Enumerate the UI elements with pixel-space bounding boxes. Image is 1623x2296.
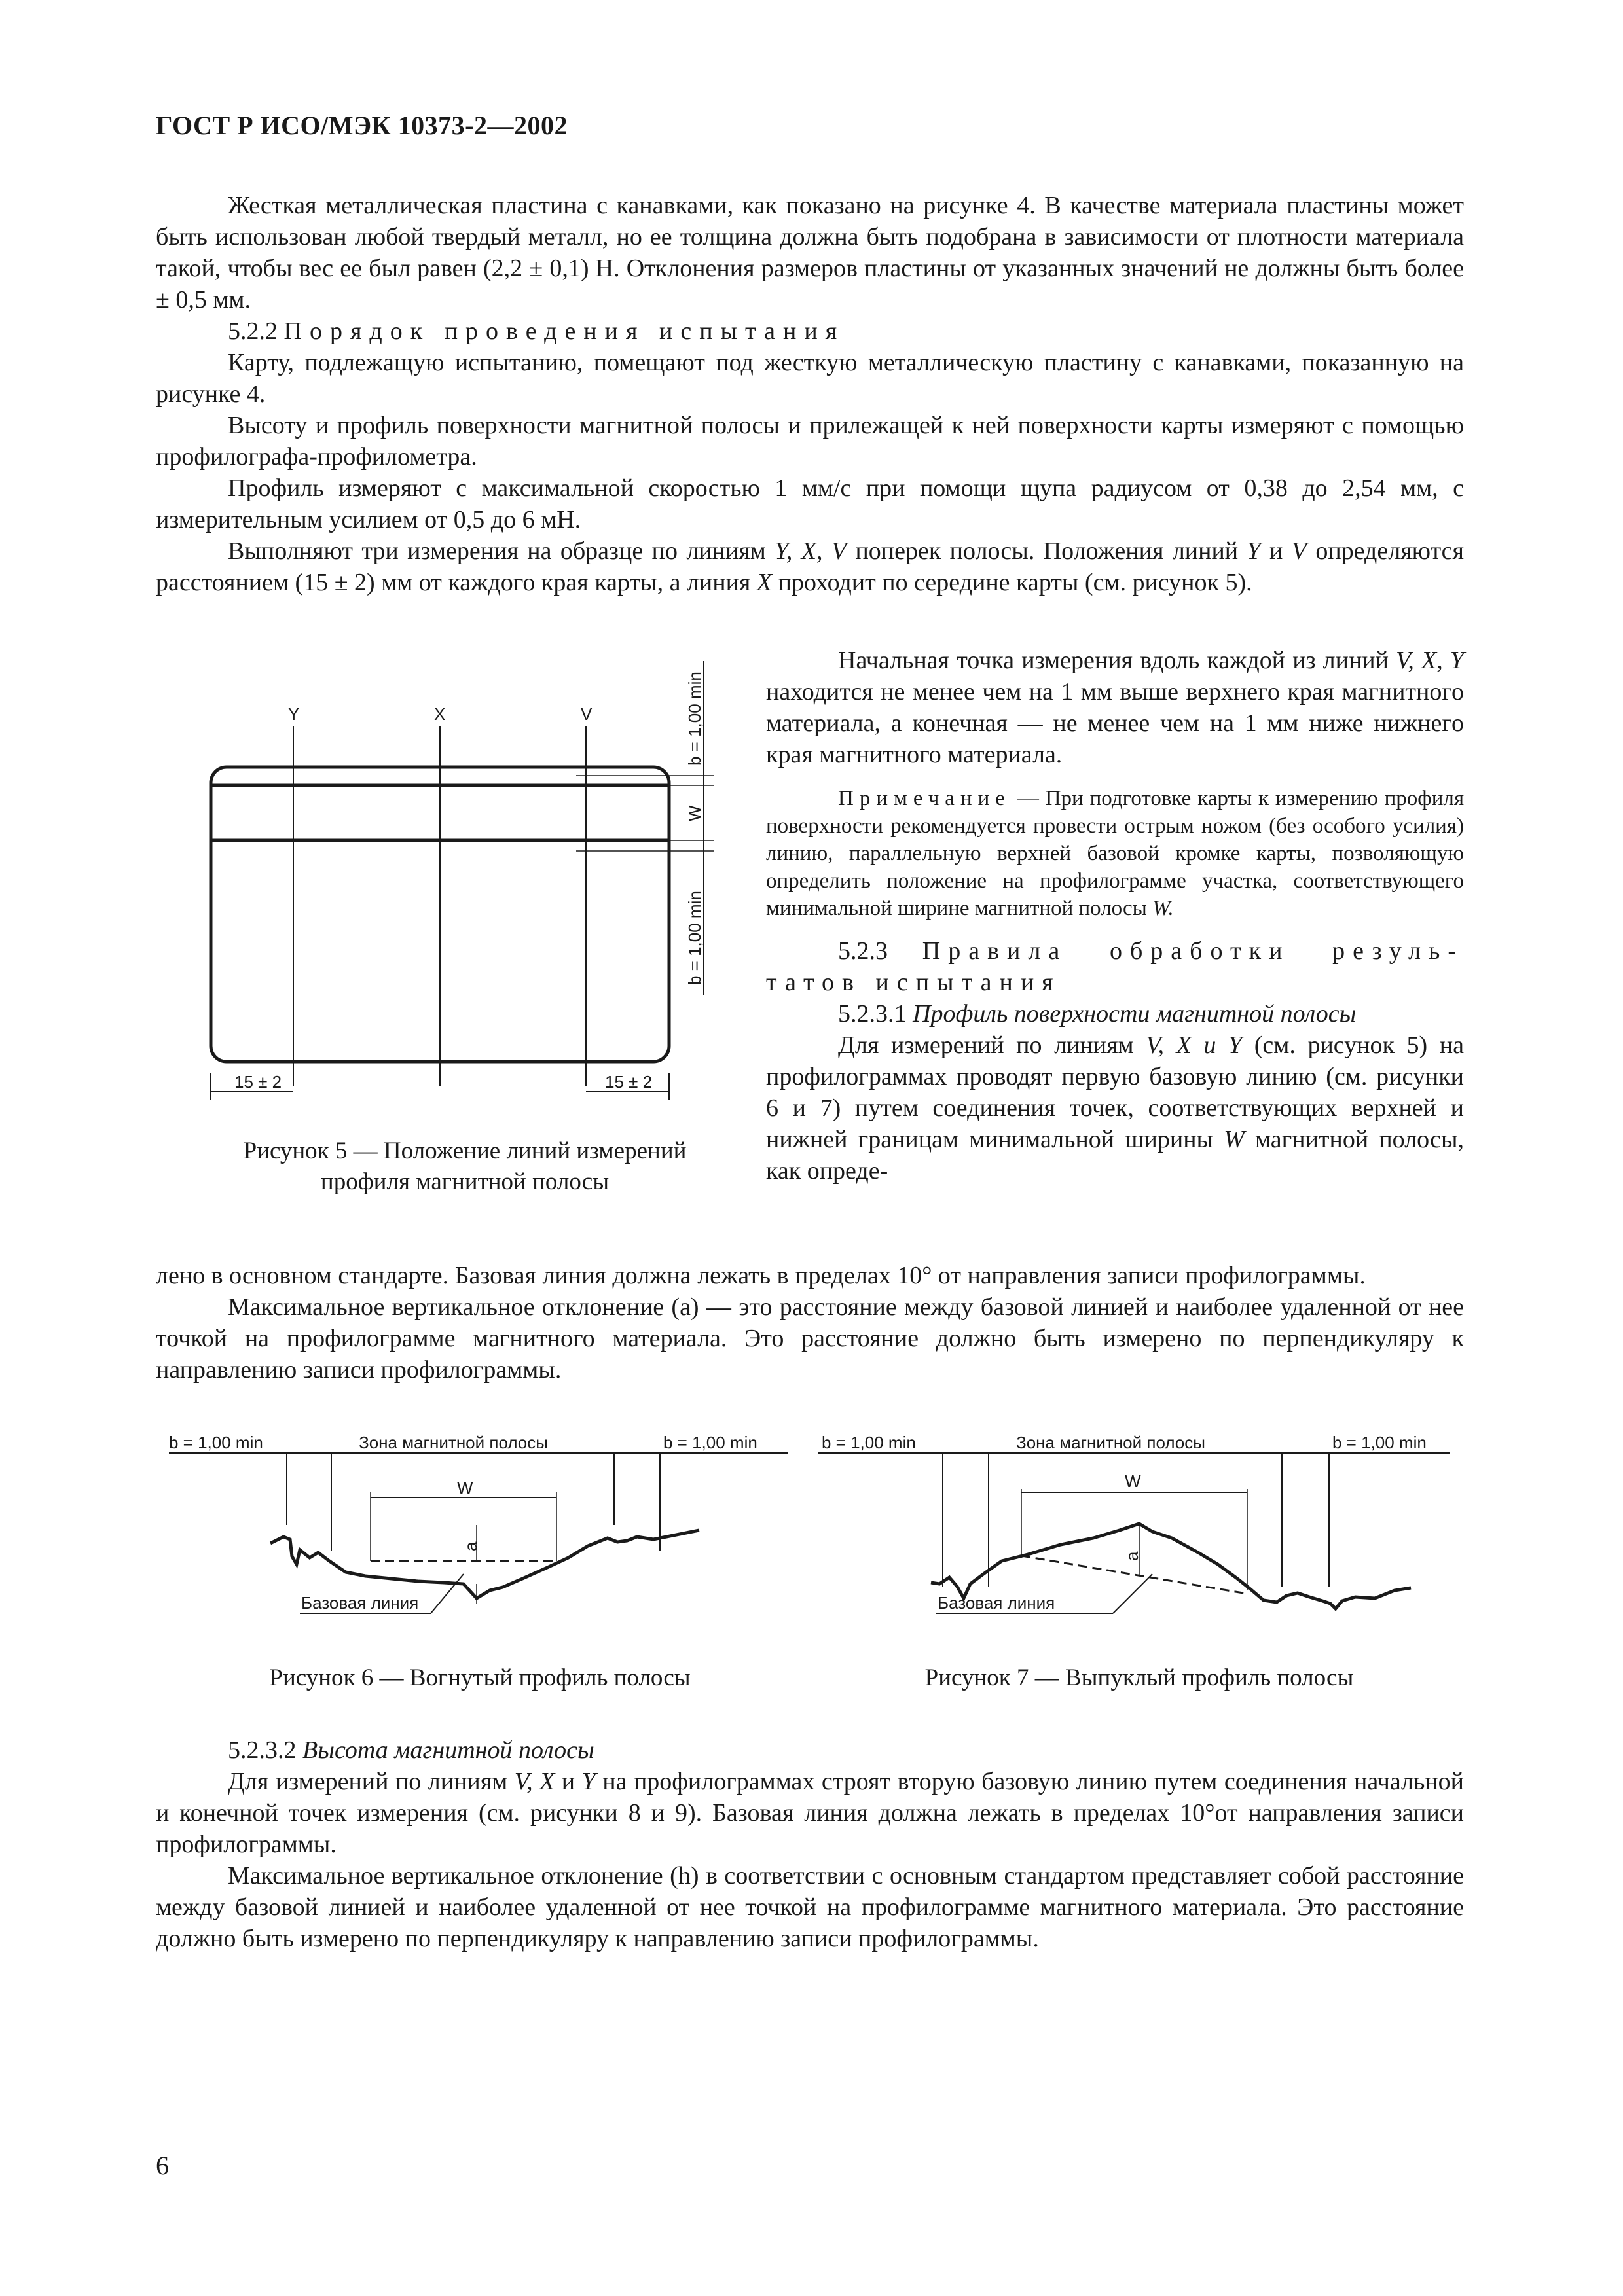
leader-line [431, 1574, 464, 1613]
section-5-2-3-1-heading [766, 998, 1464, 1030]
text-run-italic: W. [1152, 897, 1174, 920]
zone-label: Зона магнитной полосы [359, 1433, 548, 1452]
section-number: 5.2.2 [228, 317, 278, 345]
b-right-label: b = 1,00 min [663, 1433, 757, 1452]
figure-7-drawing [812, 1427, 1467, 1636]
speed-paragraph: Профиль измеряют с максимальной скоростью 1 мм/с при помощи щупа радиусом от 0,38 до 2,54 мм, с измерительным усилием от 0,5 до 6 мН. [156, 475, 1464, 533]
text-run-italic: V [1291, 537, 1307, 565]
note-label: Примечание [838, 787, 1011, 810]
label-x: X [434, 704, 446, 724]
note-paragraph [766, 785, 1464, 922]
intro-block [156, 190, 1464, 598]
text-run: Для измерений по линиям [838, 1031, 1146, 1059]
a-label: a [461, 1541, 481, 1551]
b-top-label: b = 1,00 min [685, 672, 704, 766]
dim-right-label: 15 ± 2 [605, 1072, 653, 1092]
section-5-2-3-2-block [156, 1734, 1464, 1954]
section-5-2-3-heading-cont: татов испытания [766, 969, 1061, 996]
text-run-italic: V, X, Y [1396, 647, 1464, 674]
page-number: 6 [156, 2151, 169, 2180]
text-run-italic: Y, X, V [775, 537, 847, 565]
height-paragraph: Высоту и профиль поверхности магнитной полосы и прилежащей к ней поверхности карты измеряют с помощью профилографа-профилометра. [156, 412, 1464, 471]
b-left-label: b = 1,00 min [822, 1433, 916, 1452]
figure-5-caption-line2: профиля магнитной полосы [320, 1168, 610, 1195]
dim-left-label: 15 ± 2 [234, 1072, 282, 1092]
section-title: Профиль поверхности магнитной полосы [913, 1000, 1357, 1028]
h-deviation-paragraph: Максимальное вертикальное отклонение (h) в соответствии с основным стандартом представляет собой расстояние между базовой линией и наиболее удаленной от нее точкой на профилограмме магнитного материала. Это расстояние должно быть измерено по перпендикуляру к направлению записи профилограммы. [156, 1862, 1464, 1952]
text-run: магнитной полосы, как опреде- [766, 1126, 1464, 1185]
figure-6-drawing [156, 1427, 804, 1636]
section-title: Порядок проведения испытания [283, 317, 845, 345]
figure-7-caption: Рисунок 7 — Выпуклый профиль полосы [924, 1664, 1354, 1691]
text-run: — При подготовке карты к измерению профиля поверхности рекомендуется провести острым ножом (без особого усилия) линию, параллельную верхней базовой кромке карты, позволяющую определить положение на профилограмме участка, соответствующего минимальной ширине магнитной полосы [766, 787, 1464, 920]
section-5-2-2-heading [156, 315, 1464, 347]
baseline-label: Базовая линия [938, 1593, 1055, 1613]
text-run-italic: Y [581, 1768, 596, 1795]
text-run-italic: X [756, 569, 773, 596]
measurements-paragraph [766, 1030, 1464, 1187]
section-5-2-3-heading [766, 935, 1464, 967]
right-column [766, 645, 1464, 1187]
three-measurements-paragraph [156, 535, 1464, 598]
text-run: Выполняют три измерения на образце по линиям [228, 537, 775, 565]
plate-paragraph: Жесткая металлическая пластина с канавками, как показано на рисунке 4. В качестве материала пластины может быть использован любой твердый металл, но ее толщина должна быть подобрана в зависимости от плотности материала такой, чтобы вес ее был равен (2,2 ± 0,1) Н. Отклонения размеров пластины от указанных значений не должны быть более ± 0,5 мм. [156, 192, 1464, 314]
text-run: Начальная точка измерения вдоль каждой из линий [838, 647, 1396, 674]
w-label: W [1125, 1471, 1141, 1491]
text-run-italic: V, X и Y [1146, 1031, 1243, 1059]
w-label: W [685, 805, 704, 821]
leader-line [1113, 1574, 1152, 1613]
section-title: Высота магнитной полосы [302, 1736, 594, 1764]
start-point-paragraph [766, 645, 1464, 770]
w-label: W [457, 1478, 473, 1498]
text-run: определяются расстоянием (15 ± 2) мм от каждого края карты, а линия [156, 537, 1464, 596]
text-run: Для измерений по линиям [228, 1768, 515, 1795]
figure-5-drawing [196, 655, 733, 1106]
b-bottom-label: b = 1,00 min [685, 891, 704, 985]
figure-5-caption-line1: Рисунок 5 — Положение линий измерений [243, 1138, 687, 1164]
card-paragraph: Карту, подлежащую испытанию, помещают под жесткую металлическую пластину с канавками, показанную на рисунке 4. [156, 349, 1464, 408]
section-number: 5.2.3 [838, 937, 888, 965]
continuation-block [156, 1260, 1464, 1386]
section-number: 5.2.3.2 [228, 1736, 297, 1764]
label-y: Y [288, 704, 300, 724]
max-deviation-paragraph: Максимальное вертикальное отклонение (а) — это расстояние между базовой линией и наиболее удаленной от нее точкой на профилограмме магнитного материала. Это расстояние должно быть измерено по перпендикуляру к направлению записи профилограммы. [156, 1293, 1464, 1384]
b-right-label: b = 1,00 min [1332, 1433, 1427, 1452]
a-label: a [1122, 1551, 1142, 1561]
text-run-italic: Y [1247, 537, 1261, 565]
text-run-italic: W [1224, 1126, 1245, 1153]
text-run: проходит по середине карты (см. рисунок 5). [772, 569, 1252, 596]
section-number: 5.2.3.1 [838, 1000, 907, 1028]
profile-curve [270, 1530, 699, 1598]
second-baseline-paragraph [156, 1766, 1464, 1860]
continuation-paragraph: лено в основном стандарте. Базовая линия должна лежать в пределах 10° от направления записи профилограммы. [156, 1262, 1366, 1289]
text-run-italic: V, X [514, 1768, 555, 1795]
text-run: (см. рисунок 5) на профилограммах проводят первую базовую линию (см. рисунки 6 и 7) путем соединения точек, соответствующих верхней и нижней границам минимальной ширины [766, 1031, 1464, 1153]
text-run: и [1260, 537, 1292, 565]
text-run: и [555, 1768, 582, 1795]
baseline-label: Базовая линия [301, 1593, 419, 1613]
text-run: на профилограммах строят вторую базовую линию путем соединения начальной и конечной точек измерения (см. рисунки 8 и 9). Базовая линия должна лежать в пределах 10°от направления записи профилограммы. [156, 1768, 1465, 1858]
zone-label: Зона магнитной полосы [1016, 1433, 1205, 1452]
text-run: поперек полосы. Положения линий [847, 537, 1247, 565]
label-v: V [581, 704, 593, 724]
document-header: ГОСТ Р ИСО/МЭК 10373-2—2002 [156, 111, 568, 140]
section-5-2-3-2-heading [156, 1734, 1464, 1766]
figure-6-caption: Рисунок 6 — Вогнутый профиль полосы [269, 1664, 691, 1691]
text-run: находится не менее чем на 1 мм выше верхнего края магнитного материала, а конечная — не менее чем на 1 мм ниже нижнего края магнитного материала. [766, 678, 1464, 768]
section-title: Правила обработки резуль- [922, 937, 1464, 965]
b-left-label: b = 1,00 min [169, 1433, 263, 1452]
